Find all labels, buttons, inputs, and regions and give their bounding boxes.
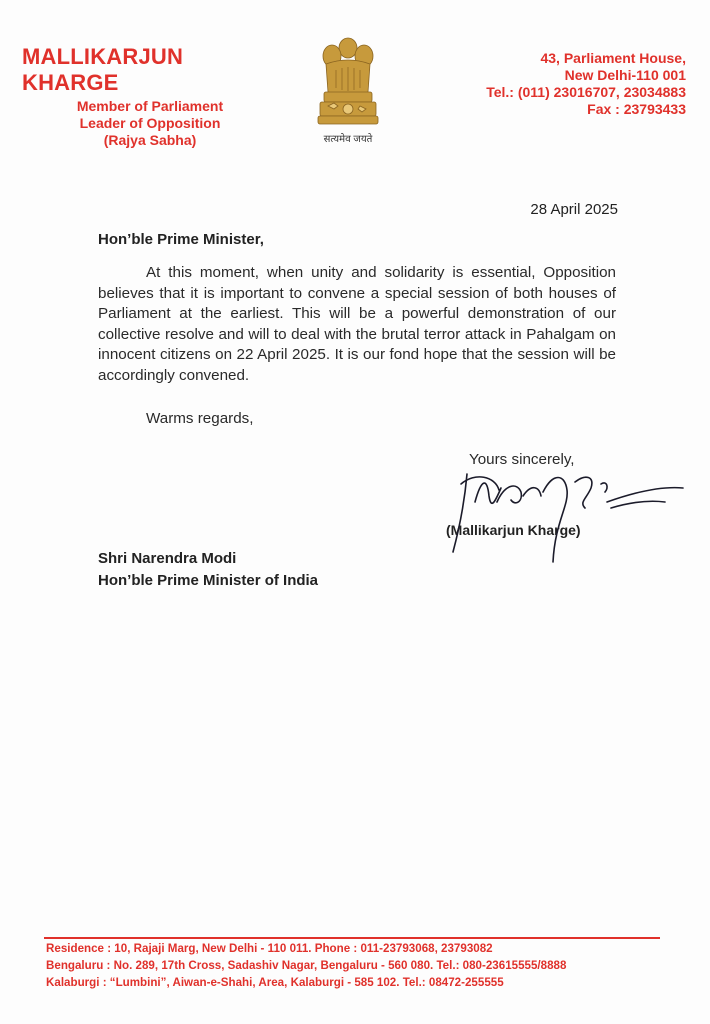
lion-capital-icon <box>314 34 382 130</box>
sender-title-mp: Member of Parliament <box>76 98 224 114</box>
letter-date: 28 April 2025 <box>530 201 618 218</box>
address-line-1: 43, Parliament House, <box>540 50 686 66</box>
footer-bengaluru: Bengaluru : No. 289, 17th Cross, Sadashiv Nagar, Bengaluru - 560 080. Tel.: 080-23615555/8888 <box>46 959 567 972</box>
footer-residence: Residence : 10, Rajaji Marg, New Delhi - 110 011. Phone : 011-23793068, 23793082 <box>46 942 493 955</box>
addressee-title: Hon’ble Prime Minister of India <box>98 572 319 589</box>
letterhead-sender <box>20 44 280 149</box>
regards: Warms regards, <box>146 410 254 427</box>
addressee-name: Shri Narendra Modi <box>98 550 237 567</box>
sender-title-house: (Rajya Sabha) <box>103 132 197 148</box>
state-emblem <box>308 34 388 149</box>
sender-name: MALLIKARJUN KHARGE <box>22 44 184 95</box>
address-line-2: New Delhi-110 001 <box>564 67 686 83</box>
footer-kalaburgi: Kalaburgi : “Lumbini”, Aiwan-e-Shahi, Area, Kalaburgi - 585 102. Tel.: 08472-255555 <box>46 976 504 989</box>
handwritten-signature-icon <box>435 462 685 572</box>
letterhead-footer <box>46 940 686 991</box>
fax: Fax : 23793433 <box>587 101 686 117</box>
closing: Yours sincerely, <box>469 451 575 468</box>
footer-divider <box>44 937 660 939</box>
salutation: Hon’ble Prime Minister, <box>98 231 264 248</box>
emblem-motto: सत्यमेव जयते <box>323 134 373 145</box>
letterhead-address <box>486 50 686 118</box>
addressee <box>98 548 318 592</box>
signatory-name: (Mallikarjun Kharge) <box>446 522 581 538</box>
telephone: Tel.: (011) 23016707, 23034883 <box>486 84 686 100</box>
letter-body: At this moment, when unity and solidarity is essential, Opposition believes that it is important to convene a special session of both houses of Parliament at the earliest. This will be a powerful demonstration of our collective resolve and will to deal with the brutal terror attack in Pahalgam on innocent citizens on 22 April 2025. It is our fond hope that the session will be accordingly convened. <box>98 264 616 384</box>
sender-title-lop: Leader of Opposition <box>79 115 221 131</box>
